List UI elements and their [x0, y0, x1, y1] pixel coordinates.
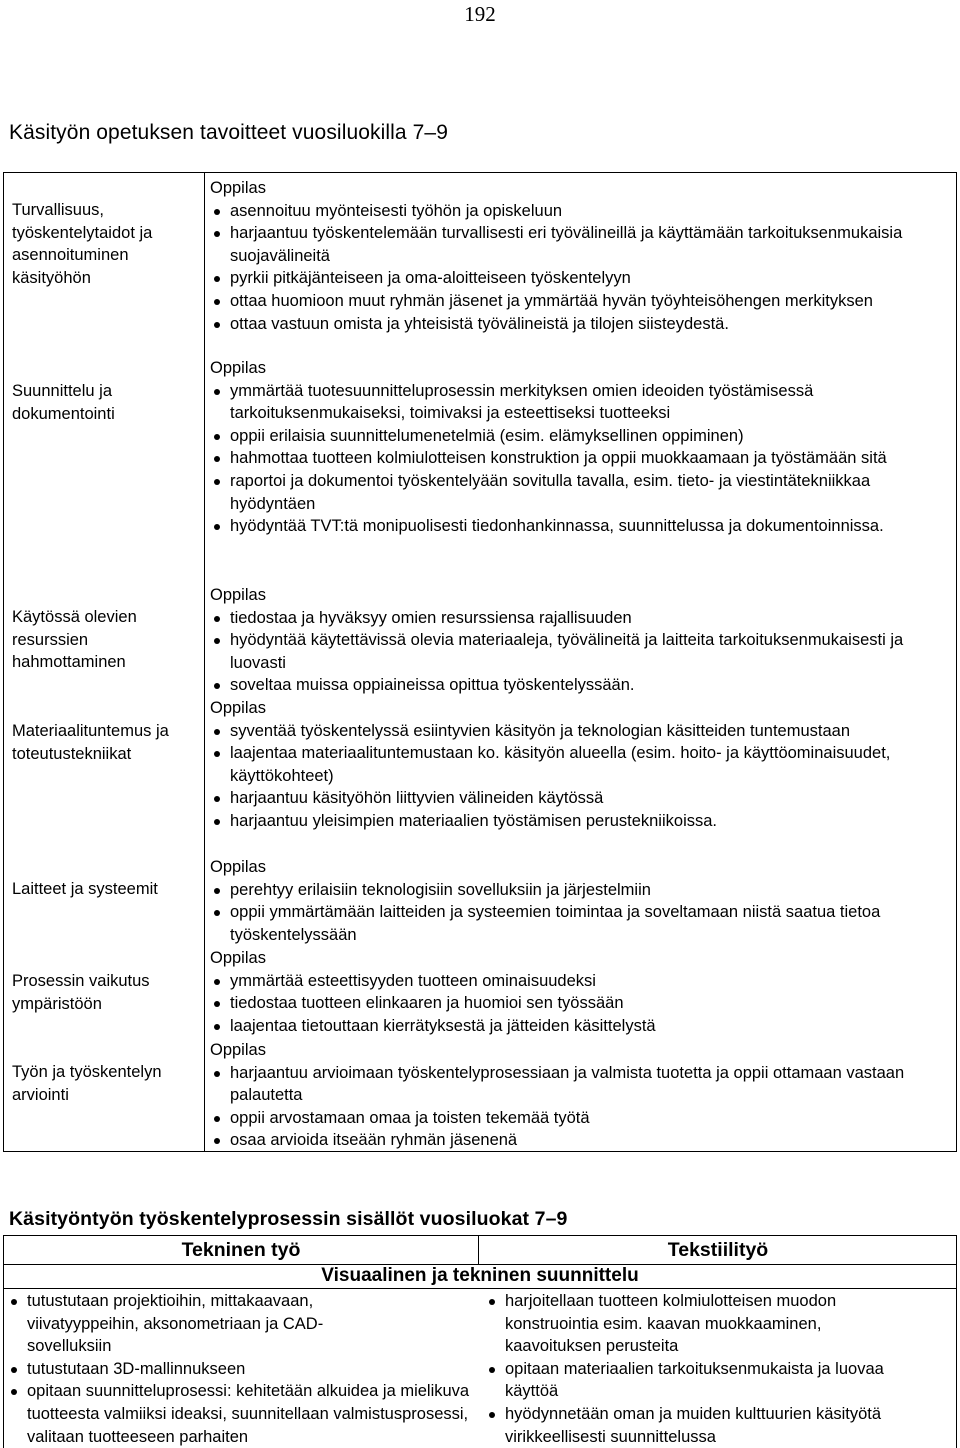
objective-section [209, 697, 954, 833]
objective-item: ymmärtää tuotesuunnitteluprosessin merkityksen omien ideoiden työstämisessä tarkoituksenmukaiseksi, toimivaksi ja esteettiseksi tuotteeksi [209, 380, 954, 425]
technical-content-list [6, 1290, 474, 1448]
objective-item: perehtyy erilaisiin teknologisiin sovelluksiin ja järjestelmiin [209, 879, 954, 902]
row-divider [4, 1288, 956, 1289]
area-label-evaluation: Työn ja työskentelyn arviointi [12, 1063, 162, 1104]
objective-item: hahmottaa tuotteen kolmiulotteisen konstruktion ja oppii muokkaamaan ja työstämään sitä [209, 447, 954, 470]
column-divider [478, 1236, 479, 1264]
objective-item: pyrkii pitkäjänteiseen ja oma-aloitteiseen työskentelyyn [209, 267, 954, 290]
section-intro: Oppilas [210, 359, 266, 377]
column-header-textile: Tekstiilityö [667, 1239, 769, 1261]
content-item: hyödynnetään oman ja muiden kulttuurien käsityötä virikkeellisesti suunnittelussa [484, 1403, 954, 1448]
column-divider [204, 173, 205, 1151]
content-subheading: Visuaalinen ja tekninen suunnittelu [321, 1265, 639, 1286]
area-label-safety: Turvallisuus, työskentelytaidot ja asennoituminen käsityöhön [12, 201, 153, 287]
column-header-technical: Tekninen työ [181, 1239, 301, 1261]
objective-item: raportoi ja dokumentoi työskentelyään sovitulla tavalla, esim. tieto- ja viestintätekniikkaa hyödyntäen [209, 470, 954, 515]
section-intro: Oppilas [210, 949, 266, 967]
objective-item: osaa arvioida itseään ryhmän jäsenenä [209, 1129, 954, 1152]
section-intro: Oppilas [210, 699, 266, 717]
area-label-resources: Käytössä olevien resurssien hahmottaminen [12, 608, 137, 671]
objective-section [209, 357, 954, 538]
section-intro: Oppilas [210, 858, 266, 876]
content-item: tutustutaan projektioihin, mittakaavaan, viivatyyppeihin, aksonometriaan ja CAD-sovelluksiin [6, 1290, 377, 1358]
objective-section [209, 1039, 954, 1152]
content-item: tutustutaan 3D-mallinnukseen [6, 1358, 474, 1381]
textile-content-list [484, 1290, 954, 1448]
area-label-environment: Prosessin vaikutus ympäristöön [12, 972, 150, 1013]
section-intro: Oppilas [210, 586, 266, 604]
content-table [3, 1235, 957, 1448]
objectives-heading: Käsityön opetuksen tavoitteet vuosiluokilla 7–9 [9, 121, 448, 144]
content-item: harjoitellaan tuotteen kolmiulotteisen muodon konstruointia esim. kaavan muokkaaminen, kaavoituksen perusteita [484, 1290, 905, 1358]
objective-item: tiedostaa ja hyväksyy omien resurssiensa rajallisuuden [209, 607, 954, 630]
objective-item: laajentaa materiaalituntemustaan ko. käsityön alueella (esim. hoito- ja käyttöominaisuudet, käyttökohteet) [209, 742, 954, 787]
objective-item: soveltaa muissa oppiaineissa opittua työskentelyssään. [209, 674, 954, 697]
area-label-planning: Suunnittelu ja dokumentointi [12, 382, 115, 423]
objective-item: harjaantuu työskentelemään turvallisesti eri työvälineillä ja käyttämään tarkoituksenmukaisia suojavälineitä [209, 222, 954, 267]
objective-item: ymmärtää esteettisyyden tuotteen ominaisuudeksi [209, 970, 954, 993]
objective-item: ottaa huomioon muut ryhmän jäsenet ja ymmärtää hyvän työyhteisöhengen merkityksen [209, 290, 954, 313]
objective-item: hyödyntää TVT:tä monipuolisesti tiedonhankinnassa, suunnittelussa ja dokumentoinnissa. [209, 515, 954, 538]
objective-item: syventää työskentelyssä esiintyvien käsityön ja teknologian käsitteiden tuntemustaan [209, 720, 954, 743]
objective-item: laajentaa tietouttaan kierrätyksestä ja jätteiden käsittelystä [209, 1015, 954, 1038]
area-label-devices: Laitteet ja systeemit [12, 880, 158, 898]
objective-item: asennoituu myönteisesti työhön ja opiskeluun [209, 200, 954, 223]
objective-item: hyödyntää käytettävissä olevia materiaaleja, työvälineitä ja laitteita tarkoituksenmukaisesti ja luovasti [209, 629, 954, 674]
objective-item: harjaantuu käsityöhön liittyvien välineiden käytössä [209, 787, 954, 810]
area-label-materials: Materiaalituntemus ja toteutustekniikat [12, 722, 169, 763]
objective-section [209, 856, 954, 946]
content-item: opitaan materiaalien tarkoituksenmukaista ja luovaa käyttöä [484, 1358, 905, 1403]
objective-item: oppii erilaisia suunnittelumenetelmiä (esim. elämyksellinen oppiminen) [209, 425, 954, 448]
section-intro: Oppilas [210, 179, 266, 197]
content-item: opitaan suunnitteluprosessi: kehitetään alkuidea ja mielikuva tuotteesta valmiiksi ideaksi, suunnitellaan valmistusprosessi, valitaan tuotteeseen parhaiten [6, 1380, 482, 1448]
objective-section [209, 177, 954, 335]
objective-item: harjaantuu arvioimaan työskentelyprosessiaan ja valmista tuotetta ja oppii ottamaan vastaan palautetta [209, 1062, 954, 1107]
objective-item: oppii ymmärtämään laitteiden ja systeemien toimintaa ja soveltamaan niistä saatua tietoa työskentelyssään [209, 901, 954, 946]
objective-section [209, 584, 954, 697]
objective-section [209, 947, 954, 1037]
objective-item: oppii arvostamaan omaa ja toisten tekemää työtä [209, 1107, 954, 1130]
objective-item: harjaantuu yleisimpien materiaalien työstämisen perustekniikoissa. [209, 810, 954, 833]
section-intro: Oppilas [210, 1041, 266, 1059]
objectives-table [3, 172, 957, 1152]
content-heading: Käsityöntyön työskentelyprosessin sisällöt vuosiluokat 7–9 [9, 1208, 568, 1230]
page-number: 192 [464, 2, 496, 26]
objective-item: ottaa vastuun omista ja yhteisistä työvälineistä ja tilojen siisteydestä. [209, 313, 954, 336]
objective-item: tiedostaa tuotteen elinkaaren ja huomioi sen työssään [209, 992, 954, 1015]
